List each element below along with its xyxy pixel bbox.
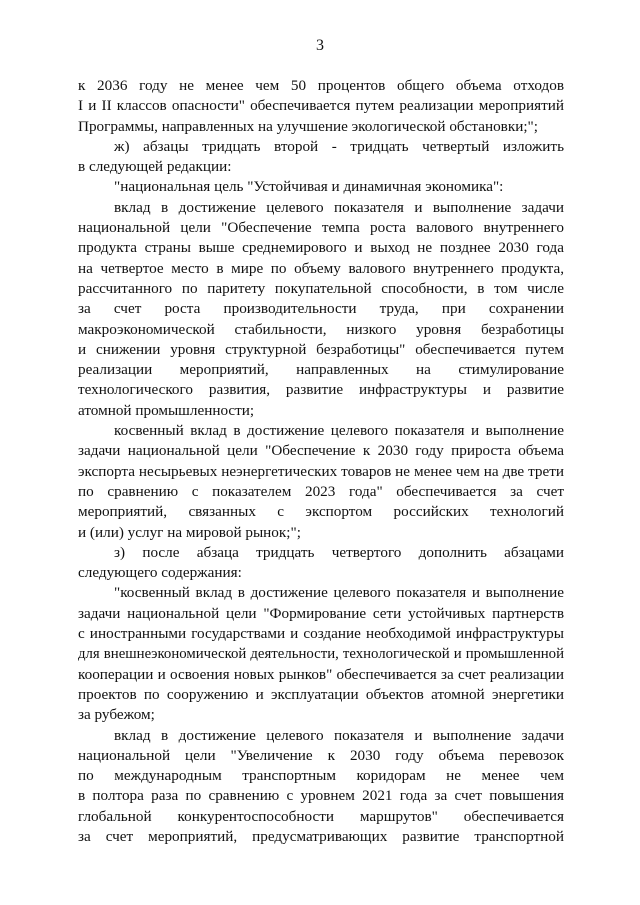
- text-line: задачи национальной цели "Формирование сети устойчивых партнерств: [78, 604, 564, 622]
- document-body: [78, 76, 564, 847]
- text-line: и снижении уровня структурной безработицы" обеспечивается путем: [78, 340, 564, 358]
- text-line: Программы, направленных на улучшение экологической обстановки;";: [78, 117, 538, 135]
- text-line: "национальная цель "Устойчивая и динамичная экономика":: [114, 178, 504, 196]
- text-line: вклад в достижение целевого показателя и выполнение задачи: [114, 198, 564, 216]
- text-line: экспорта несырьевых неэнергетических товаров не менее чем на две трети: [78, 462, 564, 480]
- text-line: ж) абзацы тридцать второй - тридцать четвертый изложить: [114, 137, 564, 155]
- text-line: в следующей редакции:: [78, 158, 232, 176]
- text-line: з) после абзаца тридцать четвертого дополнить абзацами: [114, 543, 564, 561]
- text-line: косвенный вклад в достижение целевого показателя и выполнение: [114, 422, 564, 440]
- text-line: задачи национальной цели "Обеспечение к 2030 году прироста объема: [78, 442, 564, 460]
- text-line: I и II классов опасности" обеспечивается путем реализации мероприятий: [78, 97, 564, 115]
- text-line: национальной цели "Обеспечение темпа роста валового внутреннего: [78, 219, 564, 237]
- text-line: следующего содержания:: [78, 564, 242, 582]
- text-line: в полтора раза по сравнению с уровнем 2021 года за счет повышения: [78, 787, 564, 805]
- text-line: вклад в достижение целевого показателя и выполнение задачи: [114, 726, 564, 744]
- text-line: "косвенный вклад в достижение целевого показателя и выполнение: [114, 584, 564, 602]
- text-line: к 2036 году не менее чем 50 процентов общего объема отходов: [78, 77, 564, 94]
- text-line: по сравнению с показателем 2023 года" обеспечивается за счет: [78, 482, 564, 500]
- text-line: за счет мероприятий, предусматривающих развитие транспортной: [78, 827, 564, 845]
- text-line: национальной цели "Увеличение к 2030 году объема перевозок: [78, 746, 564, 764]
- text-line: мероприятий, связанных с экспортом российских технологий: [78, 503, 564, 521]
- text-line: и (или) услуг на мировой рынок;";: [78, 523, 301, 541]
- text-line: глобальной конкурентоспособности маршрутов" обеспечивается: [78, 807, 564, 825]
- text-line: с иностранными государствами и создание необходимой инфраструктуры: [78, 625, 564, 643]
- text-line: кооперации и освоения новых рынков" обеспечивается за счет реализации: [78, 665, 564, 683]
- text-line: проектов по сооружению и эксплуатации объектов атомной энергетики: [78, 685, 564, 703]
- text-line: макроэкономической стабильности, низкого уровня безработицы: [78, 320, 564, 338]
- text-line: продукта страны выше среднемирового и выход не позднее 2030 года: [78, 239, 564, 257]
- text-line: технологического развития, развитие инфраструктуры и развитие: [78, 381, 564, 399]
- text-line: атомной промышленности;: [78, 401, 255, 419]
- text-line: за рубежом;: [78, 706, 155, 724]
- text-line: для внешнеэкономической деятельности, технологической и промышленной: [78, 646, 564, 663]
- text-line: на четвертое место в мире по объему валового внутреннего продукта,: [78, 259, 564, 277]
- text-line: реализации мероприятий, направленных на стимулирование: [78, 361, 564, 379]
- text-line: по международным транспортным коридорам не менее чем: [78, 767, 564, 785]
- text-line: рассчитанного по паритету покупательной способности, в том числе: [78, 279, 564, 297]
- page-number: 3: [316, 37, 324, 54]
- text-line: за счет роста производительности труда, при сохранении: [78, 300, 564, 318]
